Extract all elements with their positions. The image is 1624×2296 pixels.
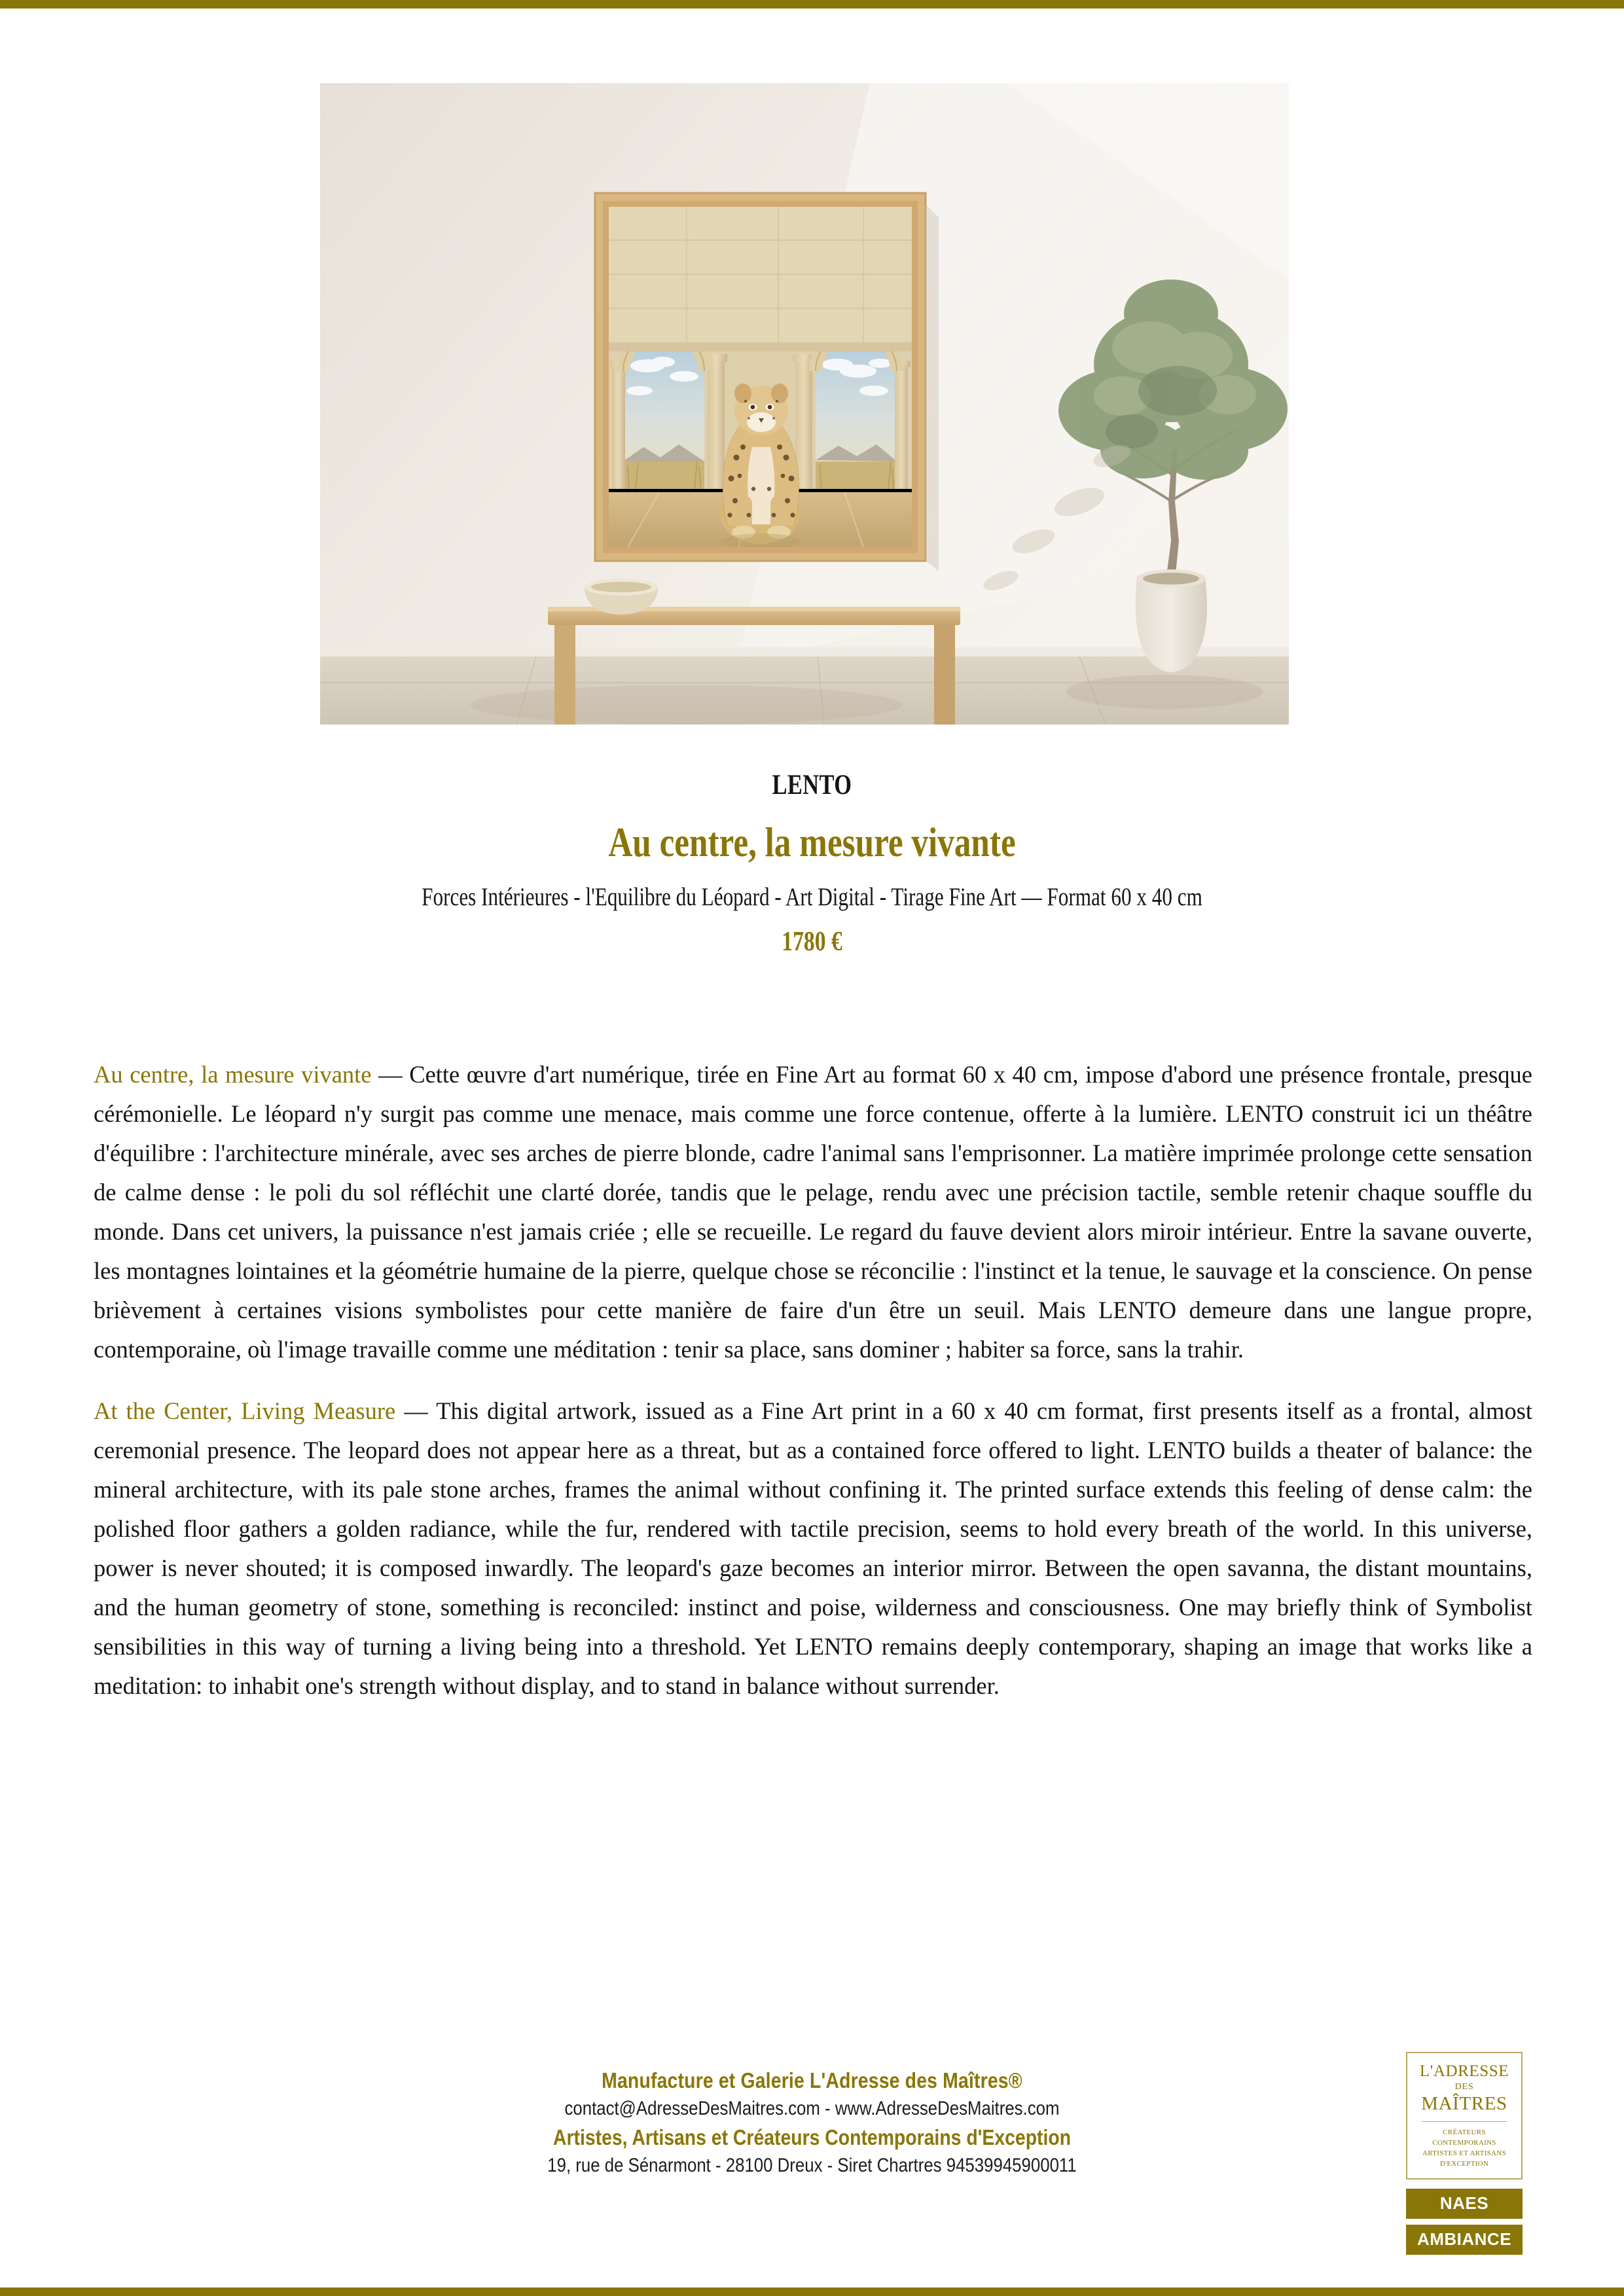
- logo-divider: [1422, 2121, 1507, 2122]
- page-title: Au centre, la mesure vivante: [608, 819, 1016, 865]
- brand-logo-stack: [1406, 2052, 1523, 2255]
- logo-line-adresse: L'ADRESSE: [1419, 2062, 1509, 2080]
- description-body: [94, 1055, 1532, 1706]
- footer-address: 19, rue de Sénarmont - 28100 Dreux - Siret Chartres 94539945900011: [547, 2155, 1077, 2176]
- paragraph-english-lead: At the Center, Living Measure: [94, 1397, 396, 1424]
- top-gold-rule: [0, 0, 1624, 9]
- bottom-gold-rule: [0, 2287, 1624, 2296]
- footer-contact[interactable]: contact@AdresseDesMaitres.com - www.AdresseDesMaitres.com: [564, 2098, 1060, 2119]
- footer-company: Manufacture et Galerie L'Adresse des Maîtres®: [602, 2068, 1022, 2092]
- brand-name: LENTO: [772, 770, 852, 800]
- paragraph-english: [94, 1391, 1532, 1706]
- paragraph-french: [94, 1055, 1532, 1369]
- badge-ambiance: AMBIANCE: [1406, 2225, 1523, 2255]
- footer-tagline: Artistes, Artisans et Créateurs Contemporains d'Exception: [552, 2125, 1072, 2149]
- paragraph-french-lead: Au centre, la mesure vivante: [94, 1061, 372, 1088]
- paragraph-english-text: — This digital artwork, issued as a Fine Art print in a 60 x 40 cm format, first presents itself as a frontal, almost ceremonial presence. The leopard does not appear here as a threat, but as a contained force offered to light. LENTO builds a theater of balance: the mineral architecture, with its pale stone arches, frames the animal without confining it. The printed surface extends this feeling of dense calm: the polished floor gathers a golden radiance, while the fur, rendered with tactile precision, seems to hold every breath of the world. In this universe, power is never shouted; it is composed inwardly. The leopard's gaze becomes an interior mirror. Between the open savanna, the distant mountains, and the human geometry of stone, something is reconciled: instinct and poise, wilderness and consciousness. One may briefly think of Symbolist sensibilities in this way of turning a living being into a threshold. Yet LENTO remains deeply contemporary, shaping an image that works like a meditation: to inhabit one's strength without display, and to stand in balance without surrender.: [94, 1397, 1532, 1699]
- room-scene-illustration: [320, 83, 1289, 725]
- logo-subline-3: D'EXCEPTION: [1439, 2159, 1489, 2168]
- logo-line-des: DES: [1454, 2082, 1474, 2092]
- title-block: [0, 769, 1624, 958]
- adresse-des-maitres-logo: [1406, 2052, 1523, 2179]
- price: 1780 €: [782, 927, 842, 957]
- artwork-subtitle: Forces Intérieures - l'Equilibre du Léopard - Art Digital - Tirage Fine Art — Format 60 x 40 cm: [422, 883, 1202, 911]
- badge-naes: NAES: [1406, 2189, 1523, 2219]
- logo-subline-1: CRÉATEURS CONTEMPORAINS: [1432, 2128, 1496, 2147]
- logo-line-maitres: MAÎTRES: [1421, 2093, 1507, 2115]
- logo-subline-2: ARTISTES ET ARTISANS: [1422, 2149, 1506, 2157]
- footer: [0, 2068, 1624, 2177]
- paragraph-french-text: — Cette œuvre d'art numérique, tirée en Fine Art au format 60 x 40 cm, impose d'abord une présence frontale, presque cérémonielle. Le léopard n'y surgit pas comme une menace, mais comme une force contenue, offerte à la lumière. LENTO construit ici un théâtre d'équilibre : l'architecture minérale, avec ses arches de pierre blonde, cadre l'animal sans l'emprisonner. La matière imprimée prolonge cette sensation de calme dense : le poli du sol réfléchit une clarté dorée, tandis que le pelage, rendu avec une précision tactile, semble retenir chaque souffle du monde. Dans cet univers, la puissance n'est jamais criée ; elle se recueille. Le regard du fauve devient alors miroir intérieur. Entre la savane ouverte, les montagnes lointaines et la géométrie humaine de la pierre, quelque chose se réconcilie : l'instinct et la tenue, le sauvage et la conscience. On pense brièvement à certaines visions symbolistes pour cette manière de faire d'un être un seuil. Mais LENTO demeure dans une langue propre, contemporaine, où l'image travaille comme une méditation : tenir sa place, sans dominer ; habiter sa force, sans la trahir.: [94, 1061, 1532, 1363]
- framed-artwork: [595, 193, 926, 561]
- artwork-room-photo: [320, 83, 1289, 725]
